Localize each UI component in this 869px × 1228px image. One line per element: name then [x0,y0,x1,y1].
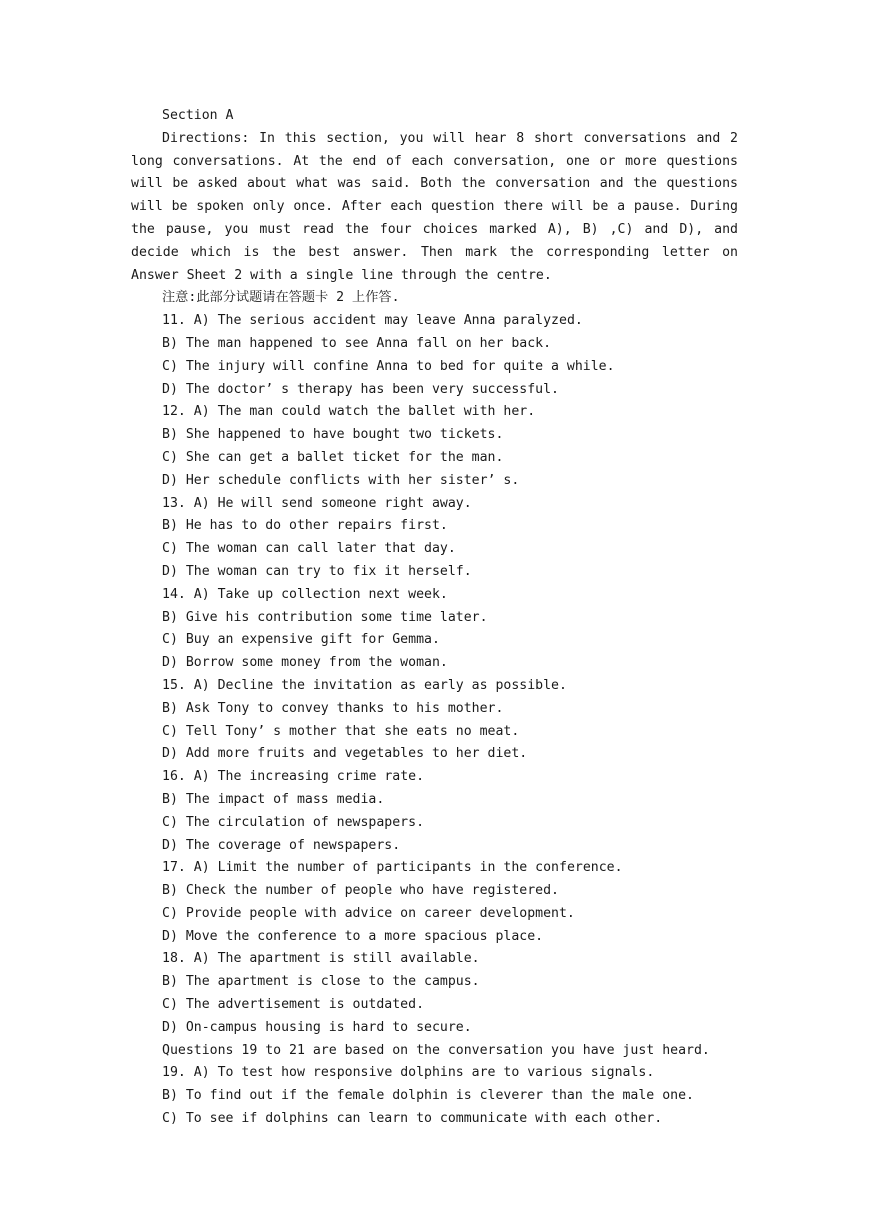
option-text: A) Limit the number of participants in the conference. [193,860,623,876]
question-19 [131,1062,738,1130]
option-text: A) He will send someone right away. [193,495,472,511]
question-option [131,948,738,971]
option-text: A) To test how responsive dolphins are to various signals. [193,1065,655,1081]
question-number: 13. [162,495,186,511]
question-option: B) Give his contribution some time later. [162,609,488,625]
question-option: C) Buy an expensive gift for Gemma. [162,632,440,648]
question-option [131,766,738,789]
answer-note: 注意:此部分试题请在答题卡 2 上作答. [162,290,400,306]
question-option: B) The man happened to see Anna fall on her back. [162,335,552,351]
question-option: D) The woman can try to fix it herself. [162,563,472,579]
question-option: C) The woman can call later that day. [162,541,456,557]
question-option: D) Move the conference to a more spacious place. [162,928,544,944]
option-text: A) The apartment is still available. [193,951,480,967]
question-block [131,310,738,401]
option-text: A) Decline the invitation as early as possible. [193,677,567,693]
option-text: A) The increasing crime rate. [193,769,425,785]
question-option: C) The advertisement is outdated. [162,997,425,1013]
question-block [131,948,738,1039]
question-option: B) Ask Tony to convey thanks to his mother. [162,700,504,716]
question-19-option-a [131,1062,738,1085]
question-list [131,310,738,1040]
question-option [131,584,738,607]
question-19-option-b: B) To find out if the female dolphin is cleverer than the male one. [162,1088,694,1104]
question-option: D) The coverage of newspapers. [162,837,401,853]
question-option: D) Her schedule conflicts with her sister’ s. [162,472,520,488]
question-option: C) The injury will confine Anna to bed for quite a while. [162,358,615,374]
question-option: C) She can get a ballet ticket for the man. [162,449,504,465]
question-option: B) He has to do other repairs first. [162,518,448,534]
section-title: Section A [162,108,234,123]
question-number: 18. [162,951,186,967]
question-block [131,675,738,766]
question-option [131,493,738,516]
question-option [131,675,738,698]
option-text: A) The serious accident may leave Anna paralyzed. [193,313,583,329]
question-block [131,493,738,584]
question-block [131,584,738,675]
question-option: D) The doctor’ s therapy has been very successful. [162,381,559,397]
question-option [131,401,738,424]
question-option: D) Borrow some money from the woman. [162,655,448,671]
directions-paragraph: Directions: In this section, you will hear 8 short conversations and 2 long conversations. At the end of each conversation, one or more questions will be asked about what was said. Both the conversation and the questions will be spoken only once. After each question there will be a pause. During the pause, you must read the four choices marked A), B) ,C) and D), and decide which is the best answer. Then mark the corresponding letter on Answer Sheet 2 with a single line through the centre. [131,130,738,283]
question-19-option-c: C) To see if dolphins can learn to communicate with each other. [162,1111,663,1127]
question-option [131,310,738,333]
listening-section [131,105,738,1131]
question-option: B) Check the number of people who have registered. [162,883,559,899]
question-number: 11. [162,313,186,329]
question-number: 17. [162,860,186,876]
long-conversation-intro: Questions 19 to 21 are based on the conversation you have just heard. [162,1042,710,1058]
question-number: 19. [162,1065,186,1081]
question-option: C) Provide people with advice on career development. [162,905,575,921]
option-text: A) Take up collection next week. [193,586,448,602]
question-option: B) She happened to have bought two tickets. [162,427,504,443]
question-block [131,766,738,857]
question-number: 12. [162,404,186,420]
question-option: D) Add more fruits and vegetables to her diet. [162,746,528,762]
question-option: B) The impact of mass media. [162,791,385,807]
question-number: 16. [162,769,186,785]
question-block [131,401,738,492]
question-block [131,857,738,948]
question-option: C) Tell Tony’ s mother that she eats no meat. [162,723,520,739]
option-text: A) The man could watch the ballet with her. [193,404,536,420]
question-option: D) On-campus housing is hard to secure. [162,1019,472,1035]
question-number: 14. [162,586,186,602]
question-option: B) The apartment is close to the campus. [162,974,480,990]
question-number: 15. [162,677,186,693]
question-option [131,857,738,880]
question-option: C) The circulation of newspapers. [162,814,425,830]
